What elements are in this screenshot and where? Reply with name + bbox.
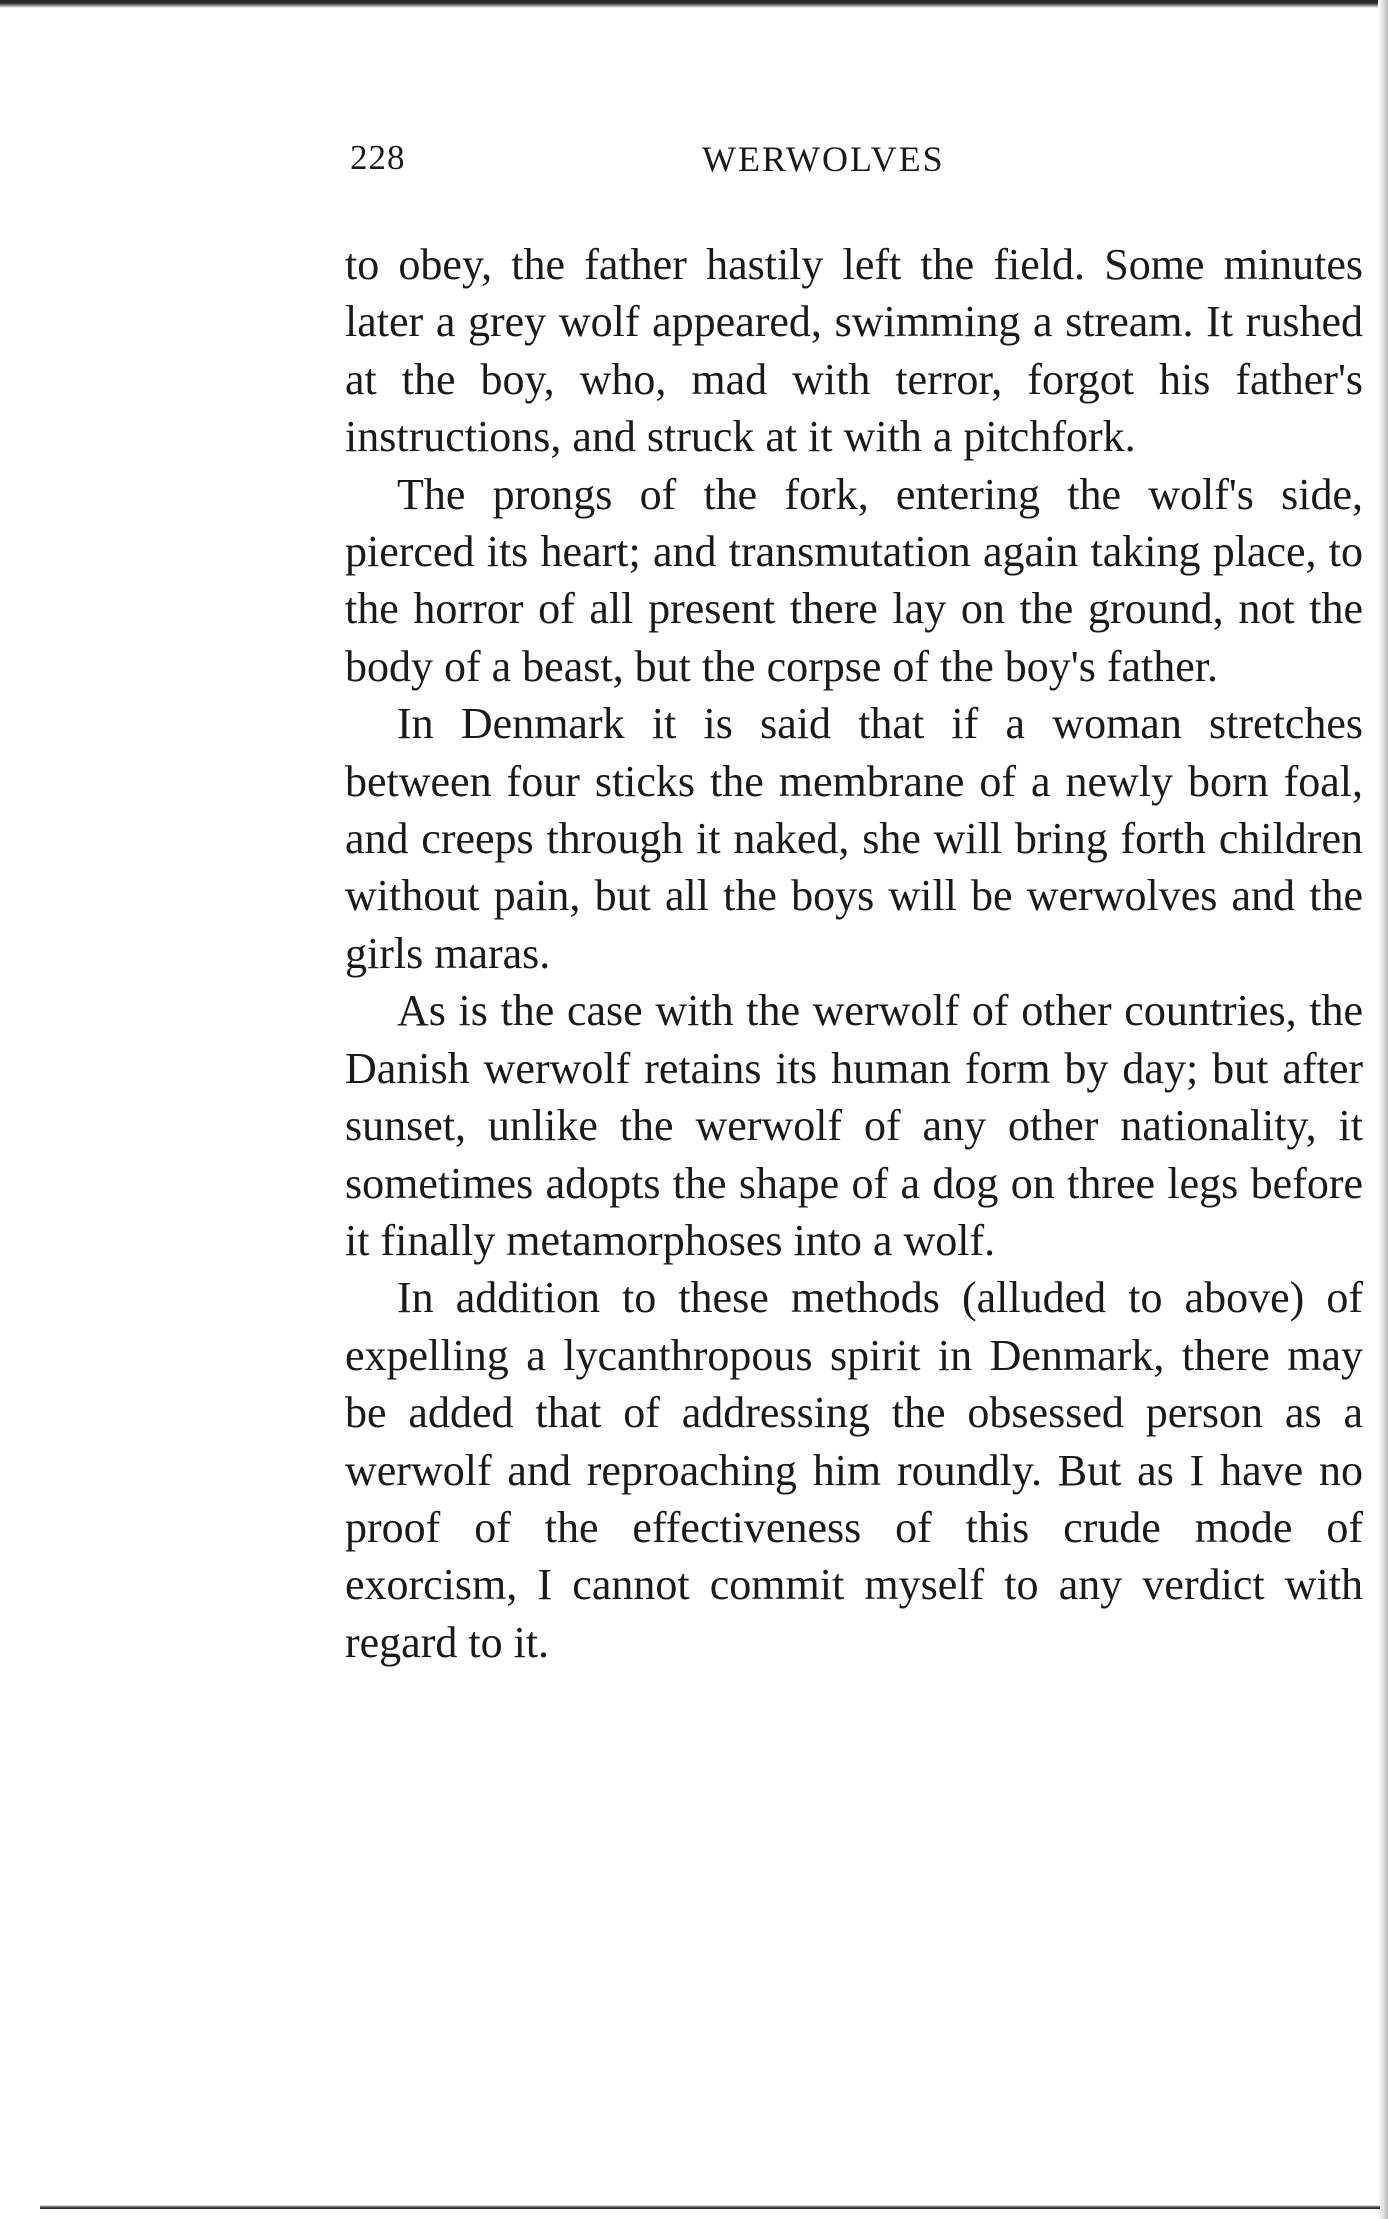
running-head [350, 138, 1030, 188]
paragraph-denmark: In Denmark it is said that if a woman stretches between four sticks the membrane of a newly born foal, and creeps through it naked, she will bring forth children without pain, but all the boys will be werwolves and the girls maras. [345, 699, 1363, 978]
scan-edge-top [0, 0, 1388, 8]
scan-edge-bottom [40, 2205, 1380, 2209]
paragraph-exorcism: In addition to these methods (alluded to above) of expelling a lycanthropous spirit in Denmark, there may be added that of addressing the obsessed person as a werwolf and reproaching him roundly. But as I have no proof of the effectiveness of this crude mode of exorcism, I cannot commit myself to any verdict with regard to it. [345, 1273, 1363, 1667]
paragraph-danish-werwolf: As is the case with the werwolf of other countries, the Danish werwolf retains its human form by day; but after sunset, unlike the werwolf of any other nationality, it sometimes adopts the shape of a dog on three legs before it finally metamorphoses into a wolf. [345, 986, 1363, 1265]
scan-edge-right [1378, 0, 1388, 2219]
paragraph-fork: The prongs of the fork, entering the wolf's side, pierced its heart; and transmutation again taking place, to the horror of all present there lay on the ground, not the body of a beast, but the corpse of the boy's father. [345, 469, 1363, 691]
page-number: 228 [350, 138, 406, 177]
paragraph-continued: to obey, the father hastily left the field. Some minutes later a grey wolf appeared, swimming a stream. It rushed at the boy, who, mad with terror, forgot his father's instructions, and struck at it with a pitchfork. [345, 240, 1363, 462]
body-text [345, 236, 1363, 1671]
running-title: WERWOLVES [702, 139, 945, 179]
